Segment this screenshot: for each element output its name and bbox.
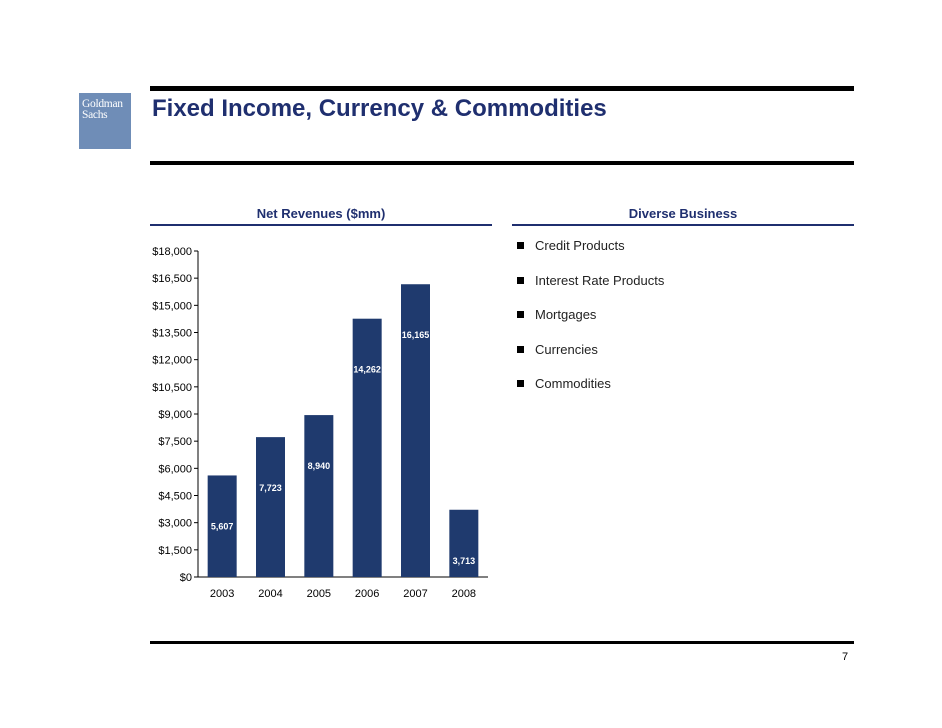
data-label: 3,713 bbox=[452, 555, 476, 566]
logo-line-2: Sachs bbox=[82, 109, 108, 121]
business-item: Credit Products bbox=[517, 238, 664, 273]
y-tick-label: $6,000 bbox=[158, 463, 192, 476]
y-tick-label: $1,500 bbox=[158, 544, 192, 557]
y-tick-label: $3,000 bbox=[158, 517, 192, 530]
x-tick-label: 2005 bbox=[306, 588, 332, 600]
slide-title: Fixed Income, Currency & Commodities bbox=[152, 95, 607, 122]
business-section-title: Diverse Business bbox=[628, 206, 738, 221]
y-tick-label: $15,000 bbox=[152, 300, 192, 313]
y-tick-label: $7,500 bbox=[158, 436, 192, 449]
data-label: 14,262 bbox=[353, 364, 381, 375]
business-list bbox=[517, 238, 664, 411]
chart-section-title: Net Revenues ($mm) bbox=[256, 206, 386, 221]
business-item: Currencies bbox=[517, 342, 664, 377]
y-tick-label: $0 bbox=[179, 572, 192, 584]
x-tick-label: 2007 bbox=[403, 588, 428, 600]
bar bbox=[449, 510, 478, 577]
business-item: Interest Rate Products bbox=[517, 273, 664, 308]
bar bbox=[401, 284, 430, 577]
y-tick-label: $13,500 bbox=[152, 327, 192, 340]
data-label: 5,607 bbox=[210, 521, 234, 532]
bar bbox=[256, 437, 285, 577]
bullet-square-icon bbox=[517, 242, 524, 249]
business-item: Mortgages bbox=[517, 307, 664, 342]
bar bbox=[304, 415, 333, 577]
x-tick-label: 2003 bbox=[209, 588, 235, 600]
footer-rule bbox=[150, 641, 854, 644]
data-label: 8,940 bbox=[307, 461, 331, 472]
bullet-square-icon bbox=[517, 277, 524, 284]
page-number: 7 bbox=[842, 651, 849, 663]
x-tick-label: 2006 bbox=[354, 588, 380, 600]
x-tick-label: 2004 bbox=[258, 588, 283, 600]
x-tick-label: 2008 bbox=[451, 588, 477, 600]
data-label: 7,723 bbox=[259, 483, 282, 494]
y-tick-label: $4,500 bbox=[158, 490, 192, 503]
business-item: Commodities bbox=[517, 376, 664, 411]
y-tick-label: $9,000 bbox=[158, 409, 192, 421]
y-tick-label: $10,500 bbox=[152, 381, 192, 394]
y-tick-label: $12,000 bbox=[152, 354, 192, 367]
bullet-square-icon bbox=[517, 346, 524, 353]
logo-line-1: Goldman bbox=[82, 98, 123, 110]
bullet-square-icon bbox=[517, 380, 524, 387]
y-tick-label: $16,500 bbox=[152, 273, 192, 286]
data-label: 16,165 bbox=[401, 330, 430, 341]
bar bbox=[353, 319, 382, 577]
y-tick-label: $18,000 bbox=[152, 246, 192, 258]
bullet-square-icon bbox=[517, 311, 524, 318]
